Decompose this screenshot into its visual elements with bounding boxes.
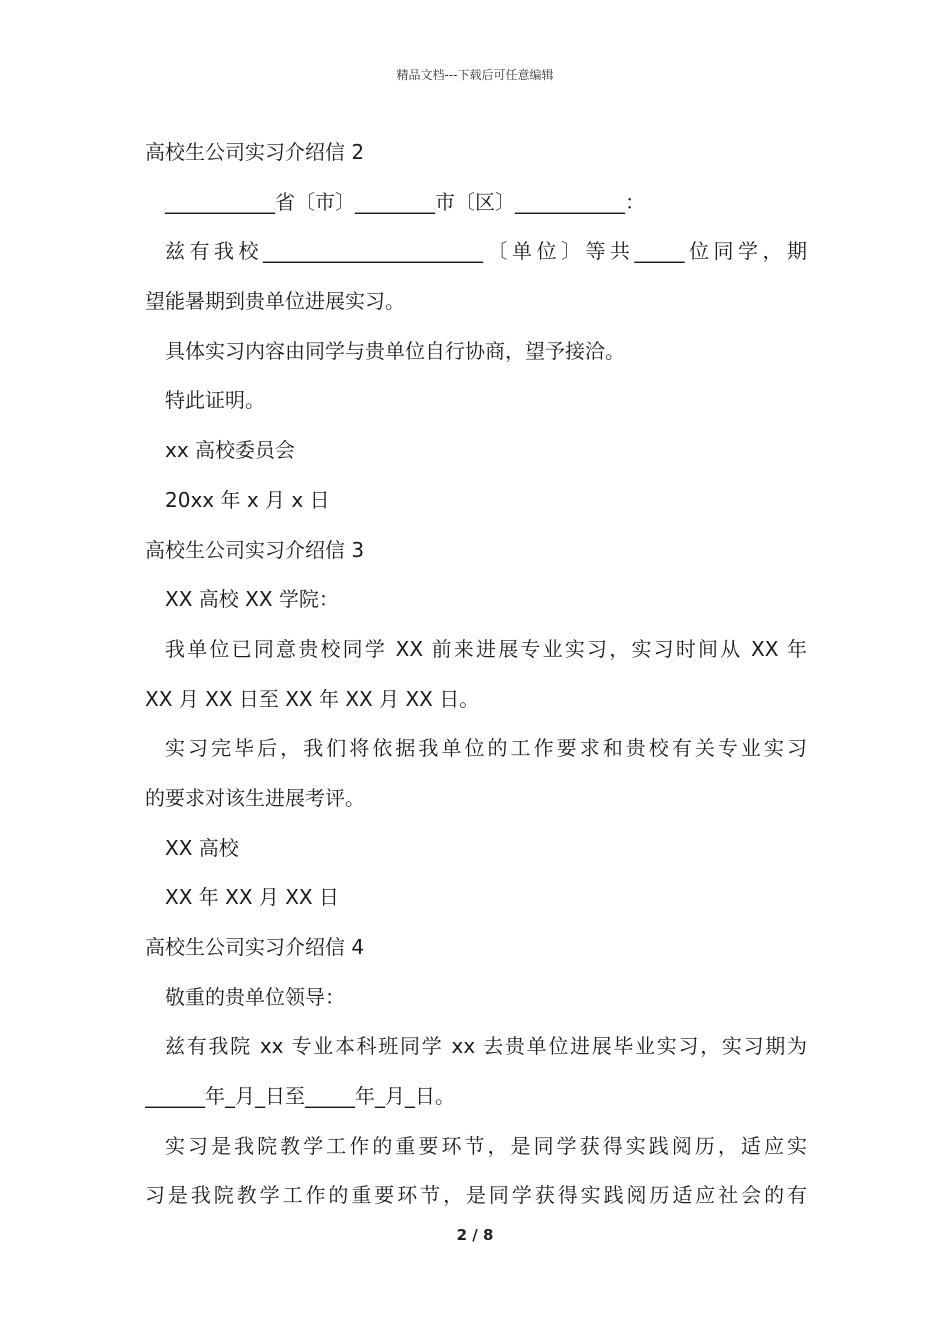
text-line: XX 高校 xyxy=(165,835,239,860)
text-line: xx 高校委员会 xyxy=(165,438,296,463)
text-line: 高校生公司实习介绍信 3 xyxy=(145,537,365,562)
page-number: 2 / 8 xyxy=(456,1226,494,1244)
text-line: 我单位已同意贵校同学 XX 前来进展专业实习，实习时间从 XX 年 xyxy=(165,636,807,661)
text-line: 的要求对该生进展考评。 xyxy=(145,785,365,810)
text-line: 望能暑期到贵单位进展实习。 xyxy=(145,289,405,314)
page-header: 精品文档---下载后可任意编辑 xyxy=(396,68,554,82)
text-line: 敬重的贵单位领导： xyxy=(165,984,345,1009)
text-line: XX 年 XX 月 XX 日 xyxy=(165,885,339,910)
text-line: 实习完毕后，我们将依据我单位的工作要求和贵校有关专业实习 xyxy=(165,736,807,761)
text-line: 高校生公司实习介绍信 2 xyxy=(145,140,365,164)
text-line: XX 月 XX 日至 XX 年 XX 月 XX 日。 xyxy=(145,686,480,711)
text-line: XX 高校 XX 学院： xyxy=(165,587,339,612)
text-line: ______年_月_日至_____年_月_日。 xyxy=(145,1084,455,1109)
text-line: 兹有我院 xx 专业本科班同学 xx 去贵单位进展毕业实习，实习期为 xyxy=(165,1034,807,1059)
text-line: 高校生公司实习介绍信 4 xyxy=(145,935,365,959)
text-line: 兹有我校______________________〔单位〕等共_____位同学，期 xyxy=(165,239,807,264)
text-line: 习是我院教学工作的重要环节，是同学获得实践阅历适应社会的有 xyxy=(145,1183,807,1208)
text-line: 实习是我院教学工作的重要环节，是同学获得实践阅历，适应实 xyxy=(165,1133,807,1158)
text-line: 20xx 年 x 月 x 日 xyxy=(165,487,330,512)
text-line: 具体实习内容由同学与贵单位自行协商，望予接洽。 xyxy=(165,338,625,363)
text-line: ___________省〔市〕________市〔区〕___________： xyxy=(165,189,645,214)
text-line: 特此证明。 xyxy=(165,388,265,413)
document-body xyxy=(145,128,807,1221)
